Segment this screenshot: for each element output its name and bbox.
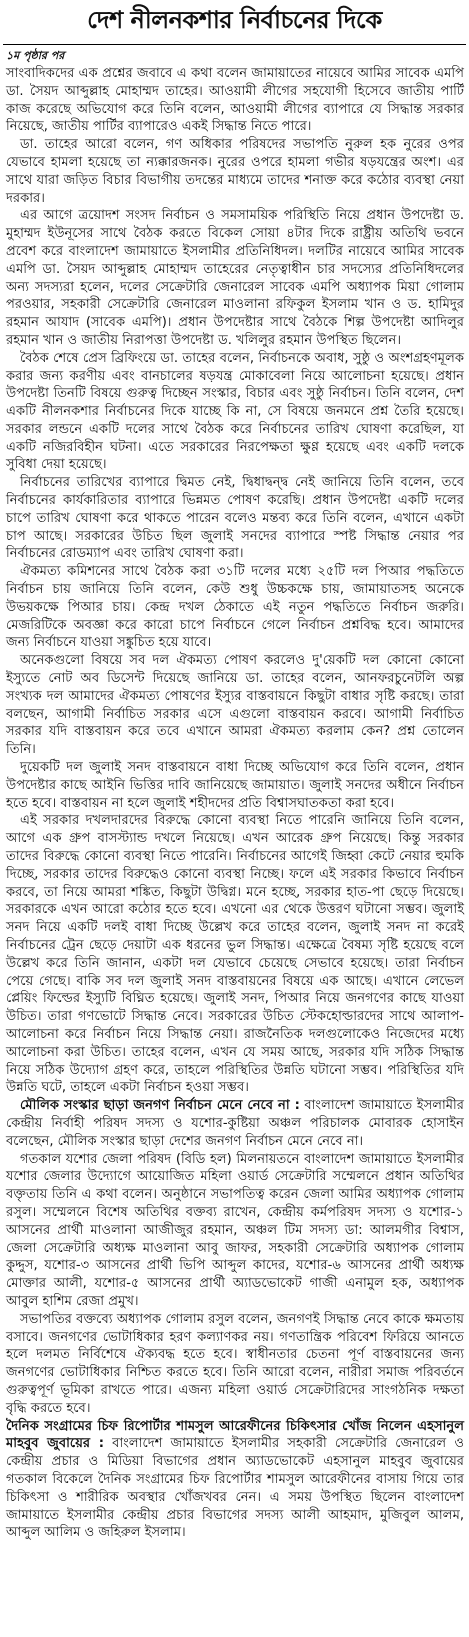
subsection-paragraph — [6, 1418, 464, 1543]
subsection-paragraph — [6, 1097, 464, 1150]
paragraph: গতকাল যশোর জেলা পরিষদ (বিডি হল) মিলনায়তনে বাংলাদেশ জামায়াতে ইসলামীর যশোর জেলার উদ্যোগে আয়োজিত মহিলা ওয়ার্ড সেক্রেটারি সম্মেলনে প্রধান অতিথির বক্তৃতায় তিনি এ কথা বলেন। অনুষ্ঠানে সভাপতিত্ব করেন জেলা আমির অধ্যাপক গোলাম রসুল। সম্মেলনে বিশেষ অতিথির বক্তব্য রাখেন, কেন্দ্রীয় কর্মপরিষদ সদস্য ও যশোর-১ আসনের প্রার্থী মাওলানা আজীজুর রহমান, অঞ্চল টিম সদস্য ডা: আলমগীর বিশ্বাস, জেলা সেক্রেটারি অধ্যক্ষ মাওলানা আবু জাফর, সহকারী সেক্রেটারি অধ্যাপক গোলাম কুদ্দুস, যশোর-৩ আসনের প্রার্থী ভিপি আব্দুল কাদের, যশোর-৬ আসনের প্রার্থী অধ্যক্ষ মোক্তার আলী, যশোর-৫ আসনের প্রার্থী অ্যাডভোকেট গাজী এনামুল হক, অধ্যাপক আবুল হাশিম রেজা প্রমুখ। — [6, 1151, 464, 1309]
subsection-lead: বাংলাদেশ জামায়াতে ইসলামীর কেন্দ্রীয় নির্বাহী পরিষদ সদস্য ও যশোর-কুষ্টিয়া অঞ্চল পরিচালক মোবারক হোসাইন বলেছেন, মৌলিক সংস্কার ছাড়া দেশের জনগণ নির্বাচন মেনে নেবে না। — [6, 1098, 464, 1149]
subsection-title: দৈনিক সংগ্রামের চিফ রিপোর্টার শামসুল আরেফীনের চিকিৎসার খোঁজ নিলেন এহসানুল মাহবুব জুবায়ের : — [6, 1418, 464, 1452]
paragraph: নির্বাচনের তারিখের ব্যাপারে দ্বিমত নেই, দ্বিধাদ্বন্দ্ব নেই জানিয়ে তিনি বলেন, তবে নির্বাচনের কার্যকারিতার ব্যাপারে ভিন্নমত পোষণ করেছি। প্রধান উপদেষ্টা একটি দলের চাপে তারিখ ঘোষণা করে থাকতে পারেন বলেও মন্তব্য করে তিনি বলেন, এখানে একটা চাপ আছে। সরকারের উচিত ছিল জুলাই সনদের ব্যাপারে স্পষ্ট সিদ্ধান্ত নেয়ার পর নির্বাচনের রোডম্যাপ এবং তারিখ ঘোষণা করা। — [6, 475, 464, 562]
paragraph: দুয়েকটি দল জুলাই সনদ বাস্তবায়নে বাধা দিচ্ছে অভিযোগ করে তিনি বলেন, প্রধান উপদেষ্টার কাছে আইনি ভিত্তির দাবি জানিয়েছে জামায়াত। জুলাই সনদের অধীনে নির্বাচন হতে হবে। বাস্তবায়ন না হলে জুলাই শহীদদের প্রতি বিশ্বাসঘাতকতা করা হবে। — [6, 760, 464, 811]
paragraph: ঐকমত্য কমিশনের সাথে বৈঠক করা ৩১টি দলের মধ্যে ২৫টি দল পিআর পদ্ধতিতে নির্বাচন চায় জানিয়ে তিনি বলেন, কেউ শুধু উচ্চকক্ষে চায়, জামায়াতসহ অনেকে উভয়কক্ষে পিআর চায়। কেন্দ্র দখল ঠেকাতে এই নতুন পদ্ধতিতে নির্বাচন জরুরি। মেজরিটিকে অবজ্ঞা করে কারো চাপে নির্বাচনে গেলে নির্বাচন প্রশ্নবিদ্ধ হবে। আমাদের জন্য নির্বাচনে যাওয়া সঙ্কুচিত হয়ে যাবে। — [6, 564, 464, 651]
paragraph: অনেকগুলো বিষয়ে সব দল ঐকমত্য পোষণ করলেও দু'য়েকটি দল কোনো কোনো ইস্যুতে নোট অব ডিসেন্ট দিয়েছে জানিয়ে ডা. তাহের বলেন, আনফরচুনেটলি অল্প সংখ্যক দল আমাদের ঐকমত্য পোষণের ইস্যুর বাস্তবায়নে কিছুটা বাধার সৃষ্টি করছে। তারা বলছেন, আগামী নির্বাচিত সরকার এসে এগুলো বাস্তবায়ন করবে। আগামী নির্বাচিত সরকার যদি বাস্তবায়ন করে তবে এখানে আমরা ঐকমত্য করলাম কেন? প্রশ্ন তোলেন তিনি। — [6, 653, 464, 758]
paragraph: এই সরকার দখলদারদের বিরুদ্ধে কোনো ব্যবস্থা নিতে পারেনি জানিয়ে তিনি বলেন, আগে এক গ্রুপ বাসস্ট্যান্ড দখলে নিয়েছে। এখন আরেক গ্রুপ নিয়েছে। কিন্তু সরকার তাদের বিরুদ্ধে কোনো ব্যবস্থা নিতে পারেনি। নির্বাচনের আগেই জিহ্বা কেটে নেয়ার হুমকি দিচ্ছে, সরকার তাদের বিরুদ্ধেও কোনো ব্যবস্থা নিচ্ছে। ফলে এই সরকার কিভাবে নির্বাচন করবে, তা নিয়ে আমরা শঙ্কিত, কিছুটা উদ্বিগ্ন। মনে হচ্ছে, সরকার হাত-পা ছেড়ে দিয়েছে। সরকারকে এখন আরো কঠোর হতে হবে। এখনো এর থেকে উত্তরণ ঘটানো সম্ভব। জুলাই সনদ নিয়ে একটি দলই বাধা দিচ্ছে উল্লেখ করে তাহের বলেন, জুলাই সনদ না করেই নির্বাচনের ট্রেন ছেড়ে দেয়াটা এক ধরনের ভুল সিদ্ধান্ত। এক্ষেত্রে বৈষম্য সৃষ্টি হয়েছে বলে উল্লেখ করে তিনি জানান, একটা দল যেভাবে চেয়েছে সেভাবে হয়েছে। তারা নির্বাচন পেয়ে গেছে। বাকি সব দল জুলাই সনদ বাস্তবায়নের বিষয়ে এক আছে। এখানে লেভেল প্লেয়িং ফিল্ডের ইস্যুটি বিঘ্নিত হয়েছে। জুলাই সনদ, পিআর নিয়ে জনগণের কাছে যাওয়া উচিত। তারা গণভোটে সিদ্ধান্ত নেবে। সরকারের উচিত স্টেকহোল্ডারদের সাথে আলাপ-আলোচনা করে নির্বাচন নিয়ে সিদ্ধান্ত নেয়া। রাজনৈতিক দলগুলোকেও নিজেদের মধ্যে আলোচনা করা উচিত। তাহের বলেন, এখন যে সময় আছে, সরকার যদি সঠিক সিদ্ধান্ত নিয়ে সঠিক উদ্যোগ গ্রহণ করে, তাহলে পরিস্থিতির উন্নতি ঘটানো সম্ভব। পরিস্থিতির যদি উন্নতি ঘটে, তাহলে একটা নির্বাচন হওয়া সম্ভব। — [6, 813, 464, 1096]
paragraph: এর আগে ত্রয়োদশ সংসদ নির্বাচন ও সমসাময়িক পরিস্থিতি নিয়ে প্রধান উপদেষ্টা ড. মুহাম্মদ ইউনূসের সাথে বৈঠক করতে বিকেল সোয়া ৪টার দিকে রাষ্ট্রীয় অতিথি ভবনে প্রবেশ করে বাংলাদেশ জামায়াতে ইসলামীর প্রতিনিধিদল। দলটির নায়েবে আমির সাবেক এমপি ডা. সৈয়দ আব্দুল্লাহ মোহাম্মদ তাহেরের নেতৃত্বাধীন চার সদস্যের প্রতিনিধিদলের অন্য সদস্যরা হলেন, দলের সেক্রেটারি জেনারেল সাবেক এমপি অধ্যাপক মিয়া গোলাম পরওয়ার, সহকারী সেক্রেটারি জেনারেল মাওলানা রফিকুল ইসলাম খান ও ড. হামিদুর রহমান আযাদ (সাবেক এমপি)। প্রধান উপদেষ্টার সাথে বৈঠকে শিল্প উপদেষ্টা আদিলুর রহমান খান ও জাতীয় নিরাপত্তা উপদেষ্টা ড. খলিলুর রহমান উপস্থিত ছিলেন। — [6, 208, 464, 348]
headline: দেশ নীলনকশার নির্বাচনের দিকে — [87, 5, 382, 34]
subsection-lead: বাংলাদেশ জামায়াতে ইসলামীর সহকারী সেক্রেটারি জেনারেল ও কেন্দ্রীয় প্রচার ও মিডিয়া বিভাগের প্রধান অ্যাডভোকেট এহসানুল মাহবুব জুবায়ের গতকাল বিকেলে দৈনিক সংগ্রামের চিফ রিপোর্টার শামসুল আরেফীনের বাসায় গিয়ে তার চিকিৎসা ও শারীরিক অবস্থার খোঁজখবর নেন। এ সময় উপস্থিত ছিলেন বাংলাদেশ জামায়াতে ইসলামীর কেন্দ্রীয় প্রচার বিভাগের সদস্য আলী আহমাদ, মুজিবুল আলম, আব্দুল আলিম ও জহিরুল ইসলাম। — [6, 1436, 464, 1541]
headline-divider — [3, 44, 466, 45]
continuation-label: ১ম পৃষ্ঠার পর — [6, 49, 65, 62]
paragraph: ডা. তাহের আরো বলেন, গণ অধিকার পরিষদের সভাপতি নুরুল হক নুরের ওপর যেভাবে হামলা হয়েছে তা ন্যক্কারজনক। নুরের ওপরে হামলা গভীর ষড়যন্ত্রের অংশ। এর সাথে যারা জড়িত বিচার বিভাগীয় তদন্তের মাধ্যমে তাদের শনাক্ত করে কঠোর ব্যবস্থা নেয়া দরকার। — [6, 137, 464, 206]
paragraph: সাংবাদিকদের এক প্রশ্নের জবাবে এ কথা বলেন জামায়াতের নায়েবে আমির সাবেক এমপি ডা. সৈয়দ আব্দুল্লাহ মোহাম্মদ তাহের। আওয়ামী লীগের সহযোগী হিসেবে জাতীয় পার্টি কাজ করেছে অভিযোগ করে তিনি বলেন, আওয়ামী লীগের ব্যাপারে যে সিদ্ধান্ত সরকার নিয়েছে, জাতীয় পার্টির ব্যাপারেও একই সিদ্ধান্ত নিতে পারে। — [6, 65, 464, 135]
article-body — [0, 49, 469, 1542]
subsection-title: মৌলিক সংস্কার ছাড়া জনগণ নির্বাচন মেনে নেবে না : — [20, 1098, 300, 1114]
paragraph: সভাপতির বক্তব্যে অধ্যাপক গোলাম রসুল বলেন, জনগণই সিদ্ধান্ত নেবে কাকে ক্ষমতায় বসাবে। জনগণের ভোটাধিকার হরণ কল্যাণকর নয়। গণতান্ত্রিক পরিবেশ ফিরিয়ে আনতে হলে দলমত নির্বিশেষে ঐক্যবদ্ধ হতে হবে। স্বাধীনতার চেতনা পূর্ণ বাস্তবায়নের জন্য জনগণের ভোটাধিকার নিশ্চিত করতে হবে। তিনি আরো বলেন, নারীরা সমাজ পরিবর্তনে গুরুত্বপূর্ণ ভূমিকা রাখতে পারে। এজন্য মহিলা ওয়ার্ড সেক্রেটারিদের সাংগঠনিক দক্ষতা বৃদ্ধি করতে হবে। — [6, 1311, 464, 1416]
paragraph: বৈঠক শেষে প্রেস ব্রিফিংয়ে ডা. তাহের বলেন, নির্বাচনকে অবাধ, সুষ্ঠু ও অংশগ্রহণমূলক করার জন্য করণীয় এবং বানচালের ষড়যন্ত্র মোকাবেলা নিয়ে আলোচনা হয়েছে। প্রধান উপদেষ্টা তিনটি বিষয়ে গুরুত্ব দিচ্ছেন সংস্কার, বিচার এবং সুষ্ঠু নির্বাচন। তিনি বলেন, দেশ একটি নীলনকশার নির্বাচনের দিকে যাচ্ছে কি না, সে বিষয়ে জনমনে প্রশ্ন তৈরি হয়েছে। সরকার লন্ডনে একটি দলের সাথে বৈঠক করে নির্বাচনের তারিখ ঘোষণা করেছিল, যা একটি নজিরবিহীন ঘটনা। এতে সরকারের নিরপেক্ষতা ক্ষুণ্ণ হয়েছে এবং একটি দলকে সুবিধা দেয়া হয়েছে। — [6, 350, 464, 473]
